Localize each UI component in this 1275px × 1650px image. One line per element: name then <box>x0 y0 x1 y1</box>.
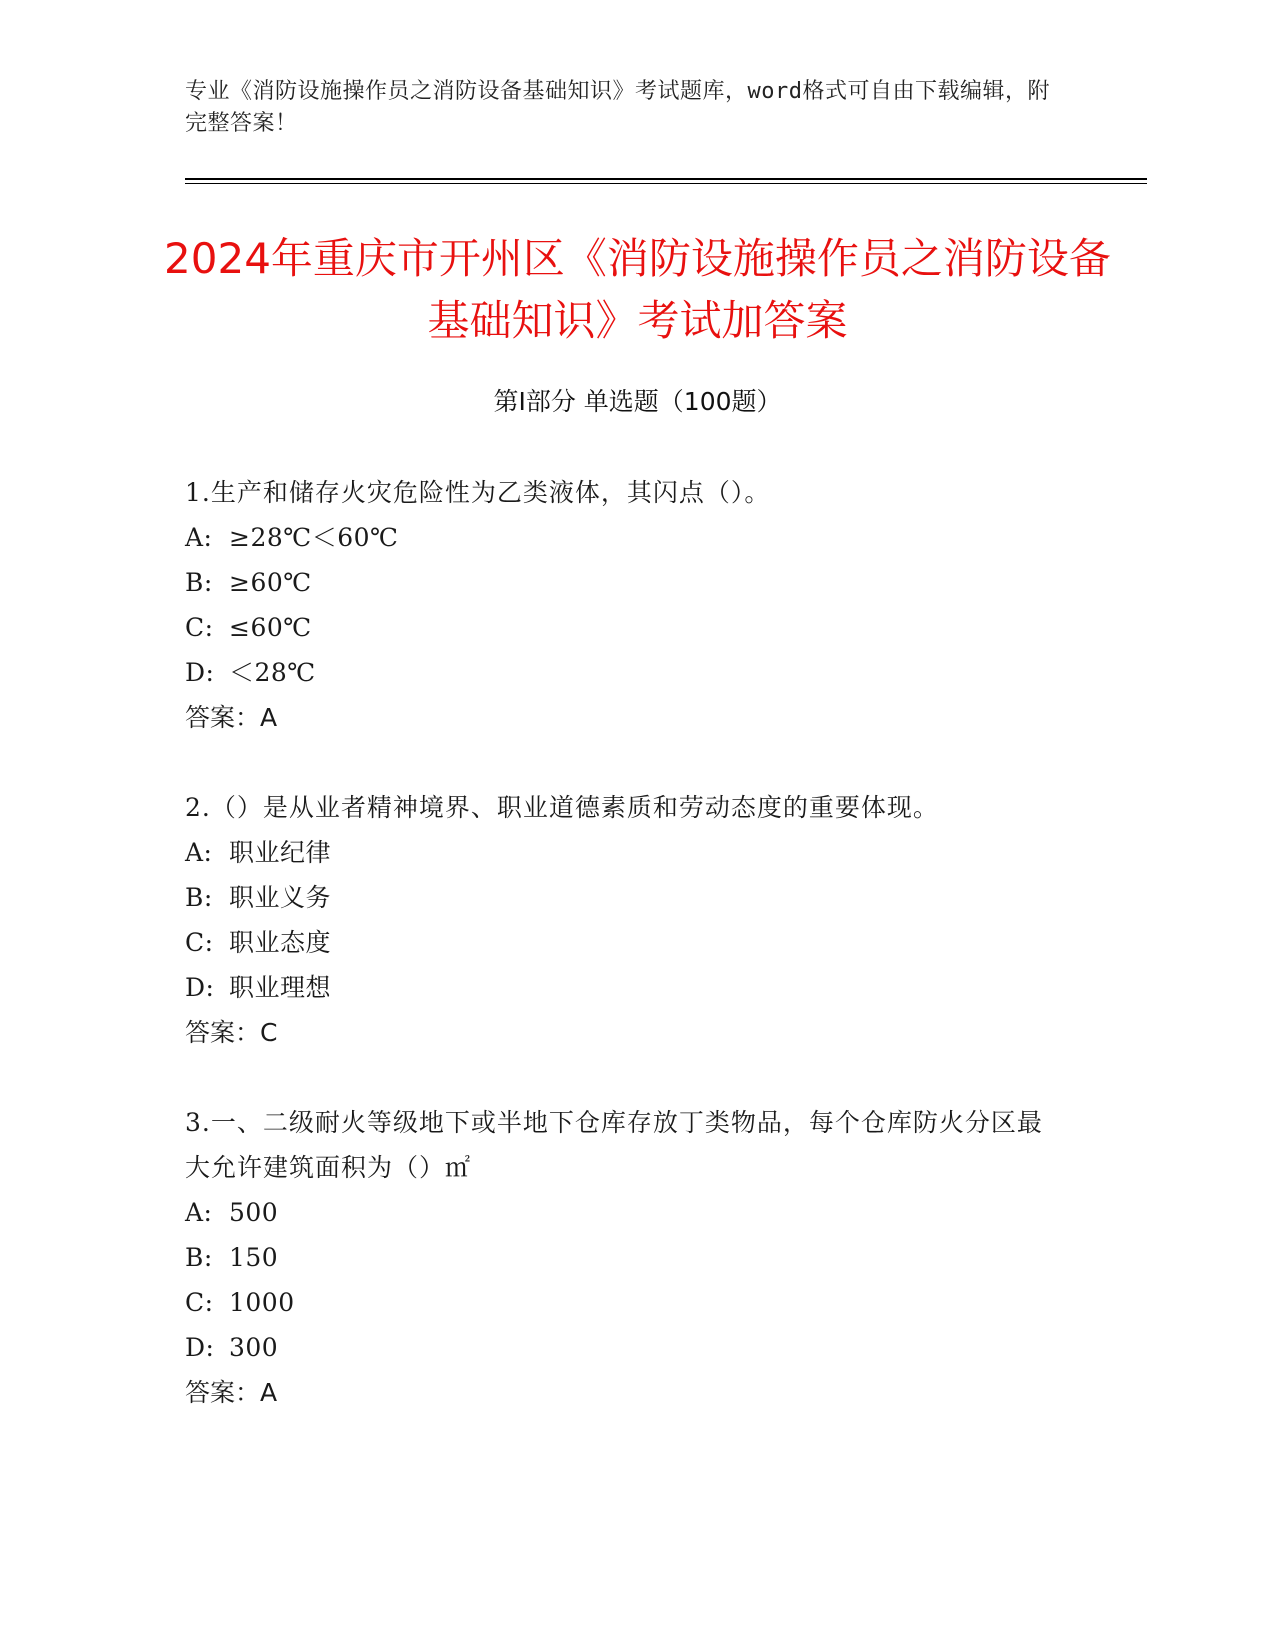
option-b <box>185 875 1065 920</box>
option-c <box>185 605 1065 650</box>
option-text: 职业义务 <box>229 883 332 912</box>
answer: 答案：A <box>185 1378 278 1407</box>
option-letter: D: <box>185 973 215 1002</box>
option-letter: A: <box>185 1198 213 1227</box>
question-3 <box>185 1100 1065 1415</box>
option-c <box>185 1280 1065 1325</box>
question-1 <box>185 470 1065 740</box>
option-letter: B: <box>185 883 213 912</box>
header-divider-thin <box>185 183 1147 184</box>
header-divider-thick <box>185 178 1147 180</box>
option-text: ≥60℃ <box>229 568 312 597</box>
document-title: 2024年重庆市开州区《消防设施操作员之消防设备基础知识》考试加答案 <box>164 234 1111 345</box>
option-letter: C: <box>185 613 214 642</box>
option-text: 500 <box>229 1198 279 1227</box>
option-letter: A: <box>185 838 213 867</box>
option-text: 职业纪律 <box>229 838 332 867</box>
option-d <box>185 650 1065 695</box>
option-letter: D: <box>185 1333 215 1362</box>
option-d <box>185 965 1065 1010</box>
option-letter: B: <box>185 568 213 597</box>
option-text: 300 <box>229 1333 279 1362</box>
option-a <box>185 1190 1065 1235</box>
option-a <box>185 515 1065 560</box>
question-stem: 3.一、二级耐火等级地下或半地下仓库存放丁类物品，每个仓库防火分区最大允许建筑面积为（）㎡ <box>185 1108 1043 1182</box>
answer: 答案：C <box>185 1018 278 1047</box>
question-stem: 2.（）是从业者精神境界、职业道德素质和劳动态度的重要体现。 <box>185 793 939 822</box>
option-a <box>185 830 1065 875</box>
option-b <box>185 560 1065 605</box>
option-text: 职业理想 <box>229 973 332 1002</box>
option-letter: A: <box>185 523 213 552</box>
option-letter: C: <box>185 1288 214 1317</box>
option-text: ＜28℃ <box>229 658 316 687</box>
section-title: 第Ⅰ部分 单选题（100题） <box>493 387 782 416</box>
option-d <box>185 1325 1065 1370</box>
option-letter: C: <box>185 928 214 957</box>
option-text: 1000 <box>229 1288 295 1317</box>
option-letter: B: <box>185 1243 213 1272</box>
option-text: ≥28℃＜60℃ <box>229 523 399 552</box>
option-c <box>185 920 1065 965</box>
option-text: ≤60℃ <box>229 613 312 642</box>
answer: 答案：A <box>185 703 278 732</box>
header-note: 专业《消防设施操作员之消防设备基础知识》考试题库，word格式可自由下载编辑，附完整答案！ <box>185 79 1050 136</box>
option-text: 150 <box>229 1243 279 1272</box>
option-text: 职业态度 <box>229 928 332 957</box>
question-stem: 1.生产和储存火灾危险性为乙类液体，其闪点（）。 <box>185 478 771 507</box>
question-2 <box>185 785 1065 1055</box>
option-b <box>185 1235 1065 1280</box>
option-letter: D: <box>185 658 215 687</box>
